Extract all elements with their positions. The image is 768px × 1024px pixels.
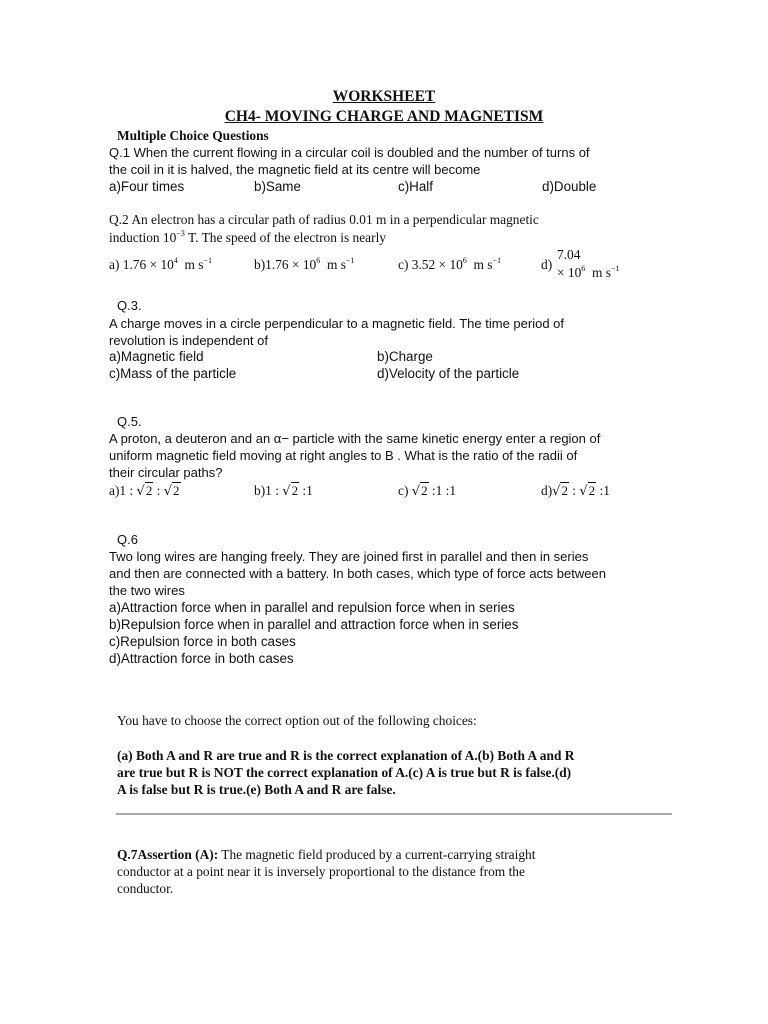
q5-option-a-part-3: : — [153, 483, 164, 498]
q5-option-d-part-3: : — [568, 483, 580, 498]
q2-option-d-unit-exp: −1 — [610, 264, 620, 273]
q5-line-2: uniform magnetic field moving at right angles to B . What is the ratio of the radii of — [109, 448, 578, 463]
q2-option-b-unit: m s — [326, 257, 346, 272]
q6-option-c-text: Repulsion force in both cases — [120, 634, 296, 649]
q6-option-b — [109, 616, 518, 633]
ar-choices-line-1: (a) Both A and R are true and R is the correct explanation of A.(b) Both A and R — [117, 748, 575, 763]
q6-line-3: the two wires — [109, 583, 185, 598]
q2-line-1: Q.2 An electron has a circular path of radius 0.01 m in a perpendicular magnetic — [109, 212, 539, 227]
q5-option-b — [254, 482, 313, 500]
q2-option-b-letter: b) — [254, 257, 266, 272]
q5-option-b-letter: b) — [254, 483, 266, 498]
q1-option-b-text: Same — [265, 179, 301, 194]
q3-option-a — [109, 348, 204, 365]
q3-option-d — [377, 365, 519, 382]
q3-option-a-text: Magnetic field — [120, 349, 204, 364]
q5-option-a-root-2: √2 — [163, 483, 180, 499]
q1-option-b — [254, 178, 301, 195]
q6-label: Q.6 — [117, 532, 138, 547]
q5-option-d — [541, 482, 610, 500]
q5-option-b-part-1: 1 : — [265, 483, 283, 498]
q2-line-2-post: T. The speed of the electron is nearly — [184, 230, 387, 245]
q2-option-d-unit: m s — [592, 265, 611, 280]
q2-option-c-exp: 6 — [462, 256, 467, 265]
q1-option-c — [398, 178, 433, 195]
q5-option-b-root-1: √2 — [282, 483, 299, 499]
q7-label: Q.7Assertion (A): — [117, 847, 219, 862]
q2-option-c-unit: m s — [473, 257, 493, 272]
q5-line-3: their circular paths? — [109, 465, 223, 480]
q6-line-1: Two long wires are hanging freely. They are joined first in parallel and then in series — [109, 549, 589, 564]
q5-option-c-letter: c) — [398, 483, 409, 498]
q3-option-b — [377, 348, 433, 365]
q5-option-c-part-3: :1 :1 — [428, 483, 457, 498]
q6-option-b-letter: b) — [109, 617, 121, 632]
q5-option-c-root-1: √2 — [411, 483, 428, 499]
q1-line-2: the coil in it is halved, the magnetic field at its centre will become — [109, 162, 481, 177]
q2-option-d-top: 7.04 — [557, 247, 581, 262]
q6-line-2: and then are connected with a battery. In both cases, which type of force acts between — [109, 566, 606, 581]
q2-option-b-mantissa: 1.76 × 10 — [265, 257, 317, 272]
q5-option-d-part-5: :1 — [596, 483, 610, 498]
q1-option-c-letter: c) — [398, 179, 410, 194]
q6-option-d-letter: d) — [109, 651, 121, 666]
chapter-title — [0, 108, 768, 126]
q2-option-c — [398, 256, 501, 273]
q1-option-a-letter: a) — [109, 179, 121, 194]
q1-option-d-letter: d) — [542, 179, 554, 194]
q3-option-b-text: Charge — [388, 349, 433, 364]
q2-option-d-letter: d) — [541, 257, 553, 272]
q3-line-1: A charge moves in a circle perpendicular to a magnetic field. The time period of — [109, 316, 564, 331]
q5-option-a-part-1: 1 : — [119, 483, 137, 498]
ar-intro: You have to choose the correct option out of the following choices: — [117, 713, 477, 728]
q2-option-c-mantissa: 3.52 × 10 — [411, 257, 463, 272]
q3-option-d-letter: d) — [377, 366, 389, 381]
ar-choices-line-3: A is false but R is true.(e) Both A and R are false. — [117, 782, 396, 797]
q2-option-b-unit-exp: −1 — [345, 256, 355, 265]
q1-option-d-text: Double — [553, 179, 597, 194]
q2-option-a-mantissa: 1.76 × 10 — [122, 257, 174, 272]
q3-option-a-letter: a) — [109, 349, 121, 364]
q3-line-2: revolution is independent of — [109, 333, 269, 348]
q5-option-a-letter: a) — [109, 483, 120, 498]
q2-line-2 — [109, 229, 386, 246]
q3-label: Q.3. — [117, 298, 142, 313]
q1-option-c-text: Half — [409, 179, 433, 194]
q6-option-b-text: Repulsion force when in parallel and attraction force when in series — [120, 617, 519, 632]
q6-option-a — [109, 599, 515, 616]
q2-option-d-bottom — [557, 264, 620, 281]
q6-option-c — [109, 633, 296, 650]
q2-option-c-unit-exp: −1 — [492, 256, 502, 265]
q3-option-d-text: Velocity of the particle — [388, 366, 520, 381]
q5-option-d-letter: d) — [541, 483, 553, 498]
q1-option-a-text: Four times — [120, 179, 185, 194]
q2-option-d-mantissa: × 10 — [557, 265, 582, 280]
q6-option-a-letter: a) — [109, 600, 121, 615]
q5-option-d-root-1: √2 — [552, 483, 568, 499]
q7-line-3: conductor. — [117, 881, 174, 896]
q1-line-1: Q.1 When the current flowing in a circular coil is doubled and the number of turns of — [109, 145, 590, 160]
q2-line-2-exponent: −3 — [176, 229, 185, 238]
q6-option-d-text: Attraction force in both cases — [120, 651, 294, 666]
q2-option-b — [254, 256, 354, 273]
q5-option-d-root-2: √2 — [579, 483, 596, 499]
q5-option-a — [109, 482, 181, 500]
q2-option-a — [109, 256, 212, 273]
q7-line-1 — [117, 846, 535, 863]
q2-option-a-letter: a) — [109, 257, 120, 272]
q3-option-c — [109, 365, 236, 382]
q2-line-2-pre: induction 10 — [109, 230, 177, 245]
q5-option-a-root-1: √2 — [136, 483, 153, 499]
worksheet-title: WORKSHEET — [332, 88, 436, 105]
q1-option-a — [109, 178, 184, 195]
q7-line-1-text: The magnetic field produced by a current-carrying straight — [218, 847, 536, 862]
q5-option-c — [398, 482, 456, 500]
q2-option-a-exp: 4 — [173, 256, 178, 265]
q3-option-c-text: Mass of the particle — [120, 366, 237, 381]
chapter-title-text: CH4- MOVING CHARGE AND MAGNETISM — [224, 108, 544, 125]
q5-label: Q.5. — [117, 414, 142, 429]
section-heading: Multiple Choice Questions — [117, 128, 269, 143]
q2-option-d-exp: 6 — [581, 264, 586, 273]
q3-option-c-letter: c) — [109, 366, 121, 381]
q3-option-b-letter: b) — [377, 349, 389, 364]
q5-line-1: A proton, a deuteron and an α− particle with the same kinetic energy enter a region of — [109, 431, 601, 446]
horizontal-divider — [116, 813, 672, 815]
q2-option-a-unit-exp: −1 — [203, 256, 213, 265]
q1-option-d — [542, 178, 596, 195]
q6-option-d — [109, 650, 294, 667]
ar-choices-line-2: are true but R is NOT the correct explanation of A.(c) A is true but R is false.(d) — [117, 765, 572, 780]
q7-line-2: conductor at a point near it is inversely proportional to the distance from the — [117, 864, 525, 879]
q2-option-c-letter: c) — [398, 257, 409, 272]
q1-option-b-letter: b) — [254, 179, 266, 194]
q6-option-a-text: Attraction force when in parallel and repulsion force when in series — [120, 600, 515, 615]
q2-option-b-exp: 6 — [316, 256, 321, 265]
q5-option-b-part-3: :1 — [299, 483, 313, 498]
q6-option-c-letter: c) — [109, 634, 121, 649]
q2-option-a-unit: m s — [184, 257, 204, 272]
